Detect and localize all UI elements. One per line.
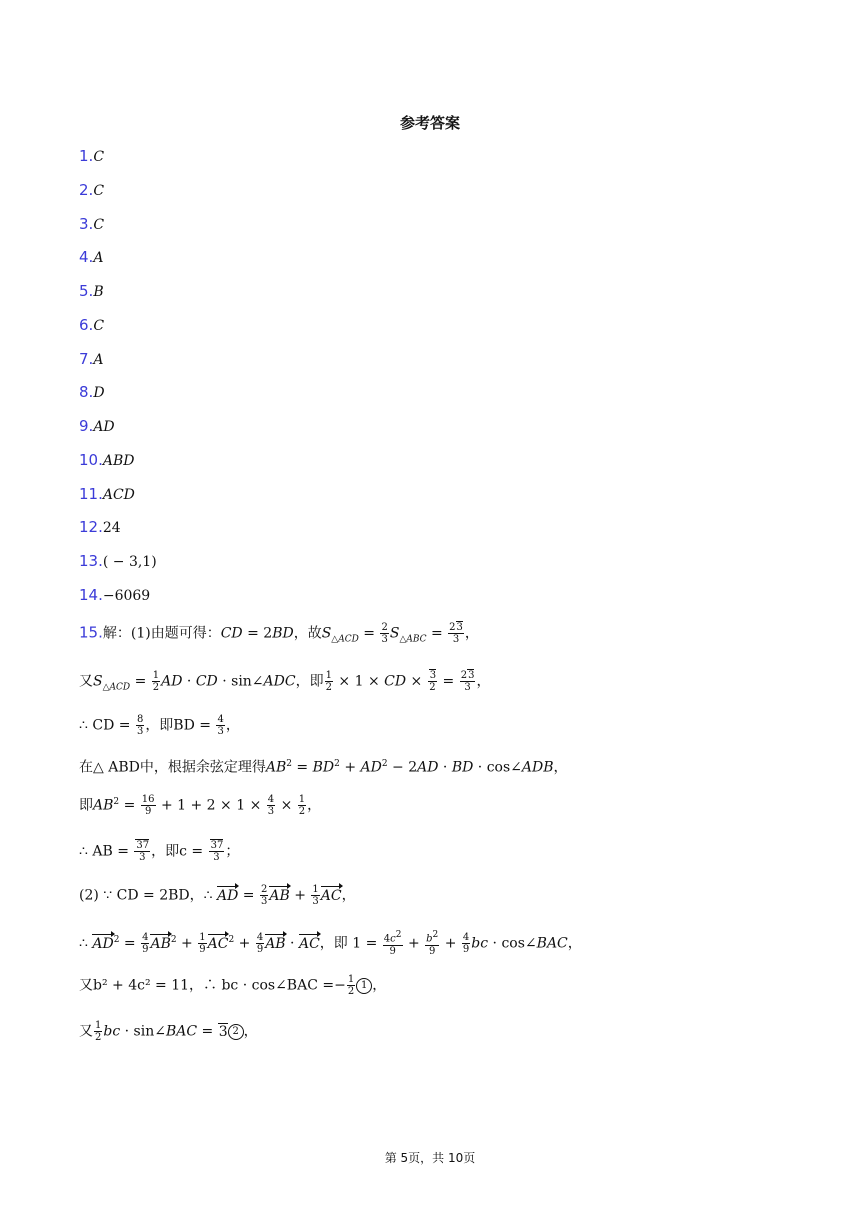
- answer-number: 4.: [79, 248, 94, 266]
- page-title: 参考答案: [399, 114, 460, 132]
- answer-value: C: [93, 149, 105, 165]
- solution-line-4: 在△ ABD中，根据余弦定理得$AB^2 = BD^2 + AD^2 - 2AD$ · BD · cos∠ADB，: [79, 759, 568, 776]
- answer-value: 24: [102, 520, 121, 536]
- answer-number: 8.: [79, 383, 94, 401]
- solution-line-2: 又$S_{\triangle ACD}$ = $\frac{1}{2}$ AD · CD · sin∠ADC，即 $\frac{1}{2}$ × 1 × CD × $\frac{3}{2}$ = $\frac{23}{3}$ ，: [79, 670, 491, 693]
- answer-item: [79, 517, 121, 538]
- answer-number: 1.: [79, 147, 94, 165]
- answer-number: 9.: [79, 417, 94, 435]
- answer-value: A: [93, 250, 104, 266]
- answer-item: [79, 484, 135, 505]
- solution-line-5: 即$AB^2$ = $\frac{16}{9}$ + 1 + 2 × 1 × $\frac{4}{3}$ × $\frac{1}{2}$ ，: [79, 794, 322, 818]
- answer-number: 7.: [79, 350, 94, 368]
- answer-number: 3.: [79, 215, 94, 233]
- answer-item: [79, 281, 104, 302]
- answer-number: 12.: [79, 518, 103, 536]
- answer-item: [79, 349, 103, 370]
- answer-value: −6069: [102, 588, 151, 604]
- solution-intro: 解：(1)由题可得：: [102, 625, 221, 642]
- answer-number: 14.: [79, 586, 103, 604]
- answer-item: [79, 214, 104, 235]
- answer-value: ABD: [102, 453, 135, 469]
- solution-line-8: ∴ $AD^2$ = $\frac{4}{9}$ $AB^2$ + $\frac{1}{9}$ $AC^2$ + $\frac{4}{9}$ AB · AC，即 1 = $\frac{4c^2}{9}$ + $\frac{b^2}{9}$ + $\frac{4}{9}$ bc · cos∠BAC，: [79, 930, 582, 957]
- answer-value: C: [93, 318, 105, 334]
- answer-item: [79, 180, 104, 201]
- answer-number: 5.: [79, 282, 94, 300]
- answer-number: 15.: [79, 623, 103, 642]
- solution-line-10: 又 $\frac{1}{2}$ bc · sin∠BAC = 3 2 ，: [79, 1020, 258, 1043]
- answer-value: ACD: [102, 487, 135, 503]
- solution-line-3: ∴ CD = $\frac{8}{3}$ ，即BD = $\frac{4}{3}$ ，: [79, 714, 240, 737]
- answer-item: [79, 551, 157, 572]
- answer-value: A: [93, 352, 104, 368]
- answer-value: C: [93, 217, 105, 233]
- answer-item: [79, 416, 115, 437]
- page-footer: 第 5页，共 10页: [384, 1151, 476, 1165]
- answer-number: 11.: [79, 485, 103, 503]
- answer-value: ( − 3,1): [102, 554, 157, 570]
- answer-number: 13.: [79, 552, 103, 570]
- answer-item: [79, 585, 150, 606]
- solution-line-1: 15.解：(1)由题可得：CD = 2BD，故$S_{\triangle ACD}$ = $\frac{2}{3}$ $S_{\triangle ABC}$ = $\frac{23}{3}$ ，: [79, 622, 479, 645]
- answer-item: [79, 146, 104, 167]
- answer-item: [79, 247, 103, 268]
- answer-number: 2.: [79, 181, 94, 199]
- solution-line-9: 又b² + 4c² = 11，∴ bc · cos∠BAC =− $\frac{1}{2}$ 1 ，: [79, 974, 387, 997]
- answer-number: 10.: [79, 451, 103, 469]
- answer-value: AD: [93, 419, 115, 435]
- answer-value: D: [93, 385, 105, 401]
- solution-line-6: ∴ AB = $\frac{37}{3}$ ，即c = $\frac{37}{3}$ ；: [79, 840, 240, 863]
- solution-line-7: (2) ∵ CD = 2BD，∴ AD = $\frac{2}{3}$ AB + $\frac{1}{3}$ AC，: [79, 884, 356, 907]
- answer-item: [79, 450, 134, 471]
- answer-value: C: [93, 183, 105, 199]
- answer-item: [79, 382, 105, 403]
- answer-number: 6.: [79, 316, 94, 334]
- answer-item: [79, 315, 104, 336]
- answer-value: B: [93, 284, 104, 300]
